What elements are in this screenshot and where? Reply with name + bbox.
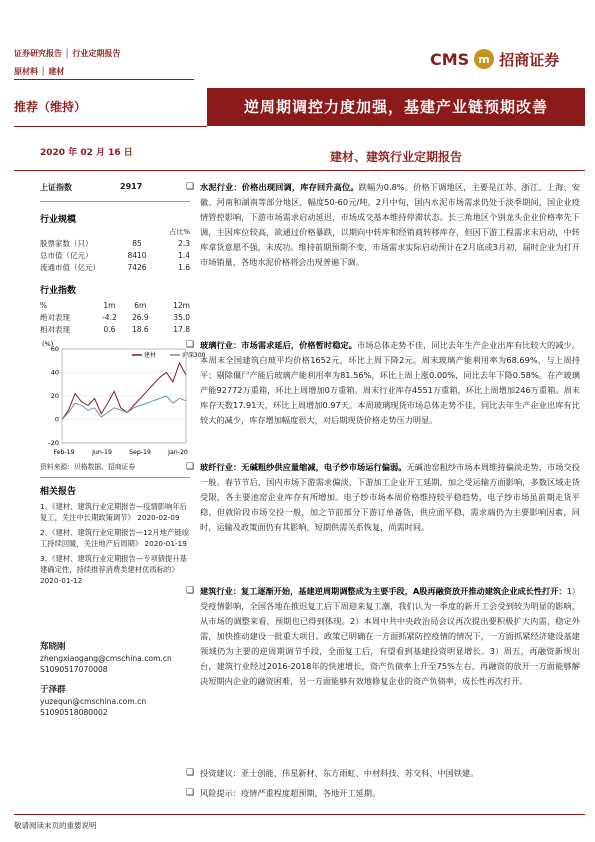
analyst-cert: S1090517070008 (40, 665, 108, 674)
table-cell: 2.3 (178, 238, 190, 248)
performance-chart (40, 339, 206, 459)
table-cell: 17.8 (173, 324, 190, 334)
analyst-email[interactable]: zhengxiaogang@cmschina.com.cn (40, 654, 172, 663)
table-cell: 绝对表现 (40, 312, 70, 322)
divider (40, 201, 190, 202)
paragraph-cement (186, 180, 580, 270)
table-header: 12m (173, 300, 190, 310)
table-cell: 股票家数（只） (40, 238, 93, 248)
table-row (40, 323, 190, 335)
bullet-icon: ❑ (186, 340, 195, 350)
logo-cn-text: 招商证券 (499, 50, 560, 69)
y-tick-label: 60 (50, 345, 59, 353)
svg-text:m: m (478, 53, 490, 66)
y-tick-label: -20 (48, 439, 59, 447)
header-divider (14, 79, 194, 80)
paragraph-body: 投资建议：亚士创能、伟星新材、东方雨虹、中材科技、苏交科、中国铁建。 (200, 768, 479, 778)
related-item-date: 2020-01-12 (40, 576, 83, 585)
y-tick-label: 40 (50, 368, 59, 377)
paragraph-body: 1）受疫情影响，全国各地在推迟复工后下周迎来复工潮，我们认为一季度的新开工会受到较为明显的影响，从市场的调整来看，预期也已得到体现。2）本周中共中央政治局会议再次提出要积极扩大内需，稳定外需，加快推动建设一批重大项目。政策已明确在一方面抓紧防控疫情的情况下，一方面抓紧经济建设基建领域仍为主要的逆周期调节手段，全面复工后，有望看到基建投资明显增长。3）周五，再融资新规出台，建筑行业经过2016-2018年的快速增长，资产负债率上升至75%左右，再融资的放开一方面能够解决短期内企业的融资困难，另一方面能够有效地修复企业的资产负债率，成长性再次打开。 (200, 586, 580, 686)
related-item-date: 2020-01-19 (144, 539, 187, 548)
paragraph-body: 市场总体走势不佳，同比去年生产企业出库有比较大的减少。本周末全国建筑白玻平均价格1652元，环比上周下降2元。周末玻璃产能利用率为68.69%，与上周持平；剔除僵尸产能后玻璃产能利用率为81.56%，环比上周上涨0.00%，同比去年下降0.58%。在产玻璃产能92772万重箱，环比上周增加0万重箱。周末行业库存4551万重箱，环比上周增加246万重箱。周末库存天数17.91天，环比上周增加0.97天。本周玻璃现货市场总体走势不佳，同比去年生产企业出库有比较大的减少，库存增加幅度很大，对后期现货价格走势压力明显。 (200, 340, 580, 425)
analyst-name: 于泽群 (40, 685, 66, 695)
related-item (40, 527, 190, 549)
table-cell: 26.9 (131, 312, 149, 322)
related-item-text: 2、《建材、建筑行业定期报告—12月地产链竣工持续回暖，关注地产后周期》 (40, 528, 189, 548)
x-tick-label: Jan-20 (168, 449, 188, 456)
paragraph-body: 无碱池窑粗纱市场本周维持偏淡走势，市场交投一般。春节节后，国内市场下游需求偏淡，下游加工企业开工延期，加之受运输方面影响，多数区域走货受限，各主要池窑企业库存有所增加。电子纱市场本周价格维持较平稳趋势，电子纱市场虽前期走货平稳，但就阶段市场交投一般，加之节前部分下游订单备货，供应面平稳，需求端仍为主要影响因素，同时，运输及政策面仍有其影响，短期供需关系恢复，尚需时间。 (200, 462, 580, 532)
paragraph-risk (186, 786, 580, 801)
related-item-text: 1、《建材、建筑行业定期报告—疫情影响年后复工，关注中长期政策调节》 (40, 502, 187, 522)
bullet-icon: ❑ (186, 182, 195, 192)
x-tick-label: Jun-19 (92, 449, 112, 456)
perf-table (40, 299, 190, 335)
table-row (40, 249, 190, 261)
y-tick-label: 20 (50, 392, 59, 400)
report-category: 证券研究报告 │ 行业定期报告 (14, 49, 121, 58)
table-cell: 8410 (127, 250, 147, 260)
paragraph-lead: 玻璃行业：市场需求延后，价格暂时稳定。 (200, 340, 357, 350)
related-item-text: 3、《建材、建筑行业定期报告—专项债提升基建确定性，持续推荐消费类建材优质标的》 (40, 554, 187, 574)
scale-pct-header: 占比% (169, 228, 190, 236)
index-row (40, 182, 190, 193)
table-cell: 85 (132, 238, 142, 248)
bullet-icon: ❑ (186, 768, 195, 778)
table-cell: 35.0 (173, 312, 190, 322)
analyst-cert: S1090518080002 (40, 708, 108, 717)
divider (40, 477, 190, 478)
table-cell: 18.6 (131, 324, 149, 334)
company-logo (430, 48, 559, 70)
table-row (40, 299, 190, 311)
related-item (40, 501, 190, 523)
banner-title: 逆周期调控力度加强，基建产业链预期改善 (207, 88, 585, 126)
index-label: 上证指数 (40, 183, 72, 192)
series-line-csi300 (62, 396, 186, 420)
paragraph-fiberglass (186, 460, 580, 535)
table-row (40, 261, 190, 273)
table-cell: 7426 (127, 262, 147, 272)
paragraph-body: 跌幅为0.8%。价格下调地区，主要是江苏、浙江、上海、安徽、河南和湖南等部分地区，幅度50-60元/吨。2月中旬，国内水泥市场需求仍处于淡季期间，国企业疫情管控影响，下游市场需求启动延迟，市场成交基本维持停滞状态。长三角地区个别龙头企业价格率先下调，主因库位较高，欲通过价格暴跌，以期向中转库和经销商转移库存，但因下游工程需求未启动，中转库拿货意愿不强，未成功。维持前期预期不变，市场需求实际启动预计在2月底或3月初，届时企业为打开市场销量，各地水泥价格将会出现普遍下调。 (200, 182, 580, 267)
related-title: 相关报告 (40, 487, 77, 497)
y-axis-label: (%) (42, 340, 54, 348)
analyst-block (40, 642, 190, 718)
table-cell: 1.4 (178, 250, 190, 260)
table-row (40, 237, 190, 249)
bullet-icon: ❑ (186, 462, 195, 472)
chart-source: 资料来源：贝格数据、招商证券 (40, 463, 136, 471)
x-tick-label: Sep-19 (129, 449, 151, 456)
paragraph-body: 风险提示：疫情严重程度超预期，各地开工延期。 (200, 788, 381, 798)
table-cell: 流通市值（亿元） (40, 262, 100, 272)
footer-divider (14, 814, 585, 815)
report-sector: 原材料 │ 建材 (14, 67, 65, 76)
table-header: % (40, 300, 48, 310)
scale-table (40, 237, 190, 273)
analyst-email[interactable]: yuzequn@cmschina.com.cn (40, 697, 147, 706)
paragraph-investment (186, 766, 580, 781)
analyst-name: 郑晓刚 (40, 642, 66, 652)
report-title: 建材、建筑行业定期报告 (330, 150, 463, 164)
bullet-icon: ❑ (186, 788, 195, 798)
title-divider (14, 170, 585, 171)
paragraph-construction (186, 584, 580, 689)
left-column (40, 182, 206, 586)
scale-title: 行业规模 (40, 215, 77, 225)
index-value: 2917 (120, 182, 143, 191)
report-date: 2020 年 02 月 16 日 (40, 148, 133, 158)
perf-title: 行业指数 (40, 286, 77, 296)
related-item (40, 553, 190, 586)
paragraph-lead: 水泥行业：价格出现回调，库存回升高位。 (200, 182, 359, 192)
table-cell: 0.6 (103, 324, 116, 334)
legend-label: 建材 (144, 352, 157, 359)
table-header: 6m (134, 300, 147, 310)
footer-note: 敬请阅读末页的重要说明 (14, 821, 97, 830)
x-tick-label: Feb-19 (53, 449, 75, 456)
table-cell: -4.2 (102, 312, 117, 322)
y-tick-label: 0 (54, 415, 59, 424)
rating: 推荐（维持） (14, 100, 87, 114)
table-cell: 相对表现 (40, 324, 70, 334)
table-cell: 1.6 (178, 262, 190, 272)
rating-underline (14, 126, 207, 127)
paragraph-lead: 建筑行业：复工逐渐开始，基建逆周期调整成为主要手段，A股再融资放开推动建筑企业成长性打开： (200, 586, 567, 596)
logo-cms-text: CMS (430, 49, 470, 69)
paragraph-lead: 玻纤行业：无碱粗纱供应量缩减，电子纱市场运行偏弱。 (200, 462, 407, 472)
related-item-date: 2020-02-09 (137, 513, 180, 522)
legend-label: 沪深300 (182, 352, 206, 359)
bullet-icon: ❑ (186, 586, 195, 596)
table-row (40, 311, 190, 323)
table-header: 1m (103, 300, 116, 310)
logo-emblem-icon (473, 48, 495, 70)
table-cell: 总市值（亿元） (40, 250, 93, 260)
